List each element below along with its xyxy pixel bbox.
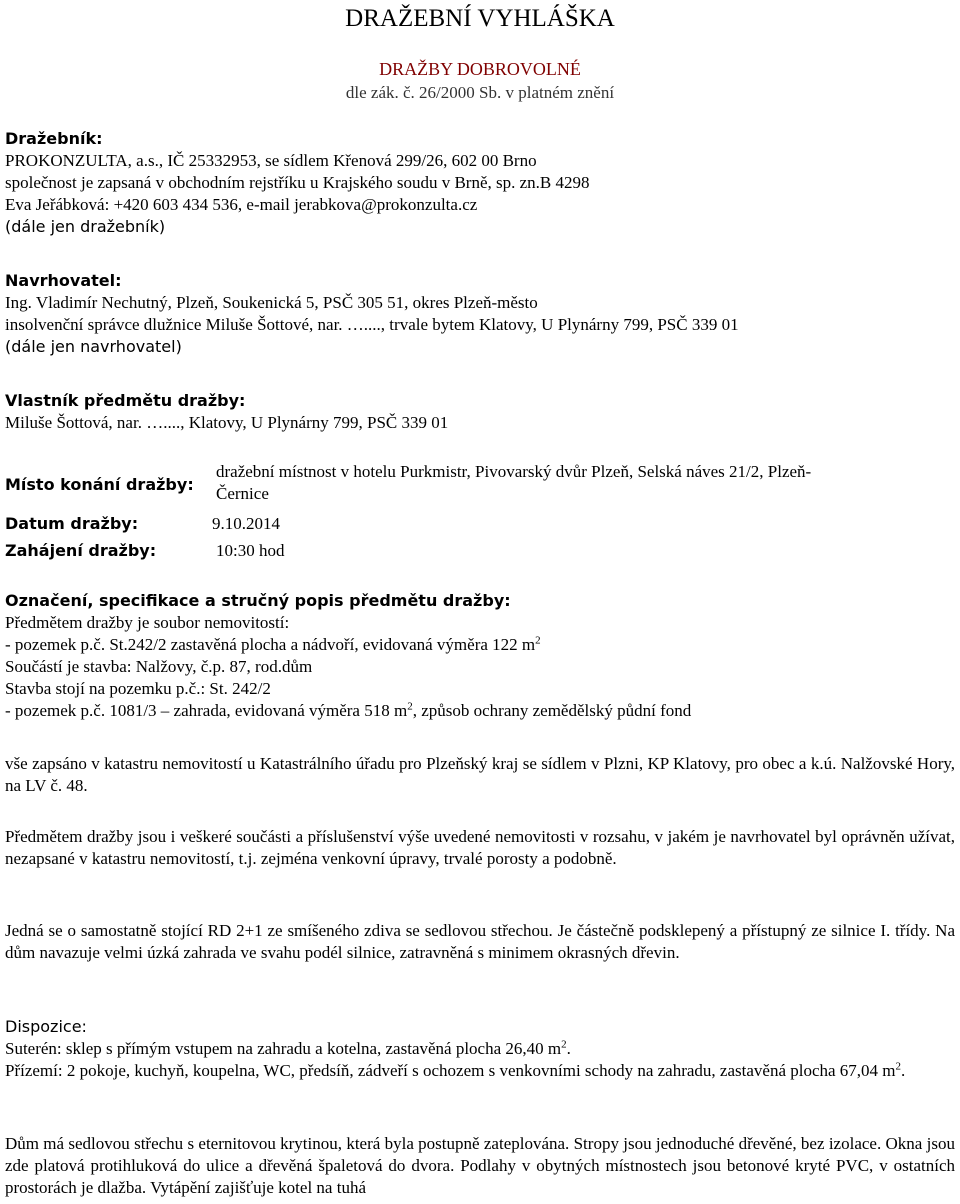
layout-basement-text: Suterén: sklep s přímým vstupem na zahradu a kotelna, zastavěná plocha 26,40 m: [5, 1039, 562, 1058]
document-subtitle: DRAŽBY DOBROVOLNÉ: [379, 59, 581, 79]
layout-ground: [5, 1060, 955, 1082]
law-reference: dle zák. č. 26/2000 Sb. v platném znění: [345, 83, 615, 102]
venue-value-line: Černice: [216, 484, 269, 503]
auctioneer-note: (dále jen dražebník): [5, 217, 166, 236]
proposer-line: insolvenční správce dlužnice Miluše Šottové, nar. …...., trvale bytem Klatovy, U Plynárny 799, PSČ 339 01: [5, 315, 739, 334]
owner-line: Miluše Šottová, nar. …...., Klatovy, U Plynárny 799, PSČ 339 01: [5, 413, 449, 432]
auctioneer-line: společnost je zapsaná v obchodním rejstříku u Krajského soudu v Brně, sp. zn.B 4298: [5, 173, 590, 192]
layout-basement-end: .: [566, 1039, 571, 1058]
layout-ground-text: Přízemí: 2 pokoje, kuchyň, koupelna, WC, předsíň, zádveří s ochozem s venkovními schody na zahradu, zastavěná plocha 67,04 m: [5, 1061, 896, 1080]
venue-value-line: dražební místnost v hotelu Purkmistr, Pivovarský dvůr Plzeň, Selská náves 21/2, Plzeň-: [216, 462, 812, 481]
layout-section: [5, 1016, 955, 1082]
auctioneer-line: PROKONZULTA, a.s., IČ 25332953, se sídlem Křenová 299/26, 602 00 Brno: [5, 151, 537, 170]
proposer-line: Ing. Vladimír Nechutný, Plzeň, Soukenická 5, PSČ 305 51, okres Plzeň-město: [5, 293, 538, 312]
auctioneer-label: Dražebník:: [5, 129, 103, 148]
proposer-section: [5, 270, 955, 358]
superscript: 2: [407, 700, 413, 713]
proposer-label: Navrhovatel:: [5, 271, 122, 290]
owner-section: [5, 390, 955, 434]
start-label: Zahájení dražby:: [5, 541, 157, 560]
layout-basement: [5, 1038, 955, 1060]
subject-item: [5, 634, 955, 656]
auctioneer-section: [5, 128, 955, 238]
document-title: DRAŽEBNÍ VYHLÁŠKA: [345, 5, 615, 32]
venue-value: [216, 461, 956, 505]
accessories-paragraph: Předmětem dražby jsou i veškeré součásti a příslušenství výše uvedené nemovitosti v rozsahu, v jakém je navrhovatel byl oprávněn užívat, nezapsané v katastru nemovitostí, t.j. zejména venkovní úpravy, trvalé porosty a podobně.: [5, 827, 955, 868]
start-value: 10:30 hod: [216, 541, 285, 560]
owner-label: Vlastník předmětu dražby:: [5, 391, 246, 410]
subject-item: [5, 700, 955, 722]
subject-item-text: - pozemek p.č. 1081/3 – zahrada, evidovaná výměra 518 m: [5, 701, 408, 720]
cadastre-paragraph: vše zapsáno v katastru nemovitostí u Katastrálního úřadu pro Plzeňský kraj se sídlem v Plzni, KP Klatovy, pro obec a k.ú. Nalžovské Hory, na LV č. 48.: [5, 754, 955, 795]
house-paragraph: Jedná se o samostatně stojící RD 2+1 ze smíšeného zdiva se sedlovou střechou. Je částečně podsklepený a přístupný ze silnice I. třídy. Na dům navazuje velmi úzká zahrada ve svahu podél silnice, zatravněná s minimem okrasných dřevin.: [5, 921, 955, 962]
auctioneer-contact: Eva Jeřábková: +420 603 434 536, e-mail jerabkova@prokonzulta.cz: [5, 195, 478, 214]
proposer-note: (dále jen navrhovatel): [5, 337, 182, 356]
superscript: 2: [561, 1038, 567, 1051]
layout-label: Dispozice:: [5, 1017, 87, 1036]
subject-section: [5, 590, 955, 722]
date-label: Datum dražby:: [5, 514, 139, 533]
construction-paragraph: Dům má sedlovou střechu s eternitovou krytinou, která byla postupně zateplována. Stropy jsou jednoduché dřevěné, bez izolace. Okna jsou zde platová protihluková do ulice a dřevěná špaletová do dvora. Podlahy v obytných místnostech jsou betonové kryté PVC, v ostatních prostorách je dlažba. Vytápění zajišťuje kotel na tuhá: [5, 1134, 955, 1197]
subject-heading: Označení, specifikace a stručný popis předmětu dražby:: [5, 591, 511, 610]
superscript: 2: [535, 634, 541, 647]
subject-item: Stavba stojí na pozemku p.č.: St. 242/2: [5, 679, 271, 698]
subject-intro: Předmětem dražby je soubor nemovitostí:: [5, 613, 290, 632]
layout-ground-end: .: [901, 1061, 906, 1080]
venue-label: Místo konání dražby:: [5, 475, 194, 494]
subject-item: Součástí je stavba: Nalžovy, č.p. 87, rod.dům: [5, 657, 313, 676]
date-value: 9.10.2014: [212, 514, 280, 533]
superscript: 2: [895, 1060, 902, 1073]
subject-item-text: - pozemek p.č. St.242/2 zastavěná plocha a nádvoří, evidovaná výměra 122 m: [5, 635, 536, 654]
subject-item-text: , způsob ochrany zemědělský půdní fond: [412, 701, 692, 720]
